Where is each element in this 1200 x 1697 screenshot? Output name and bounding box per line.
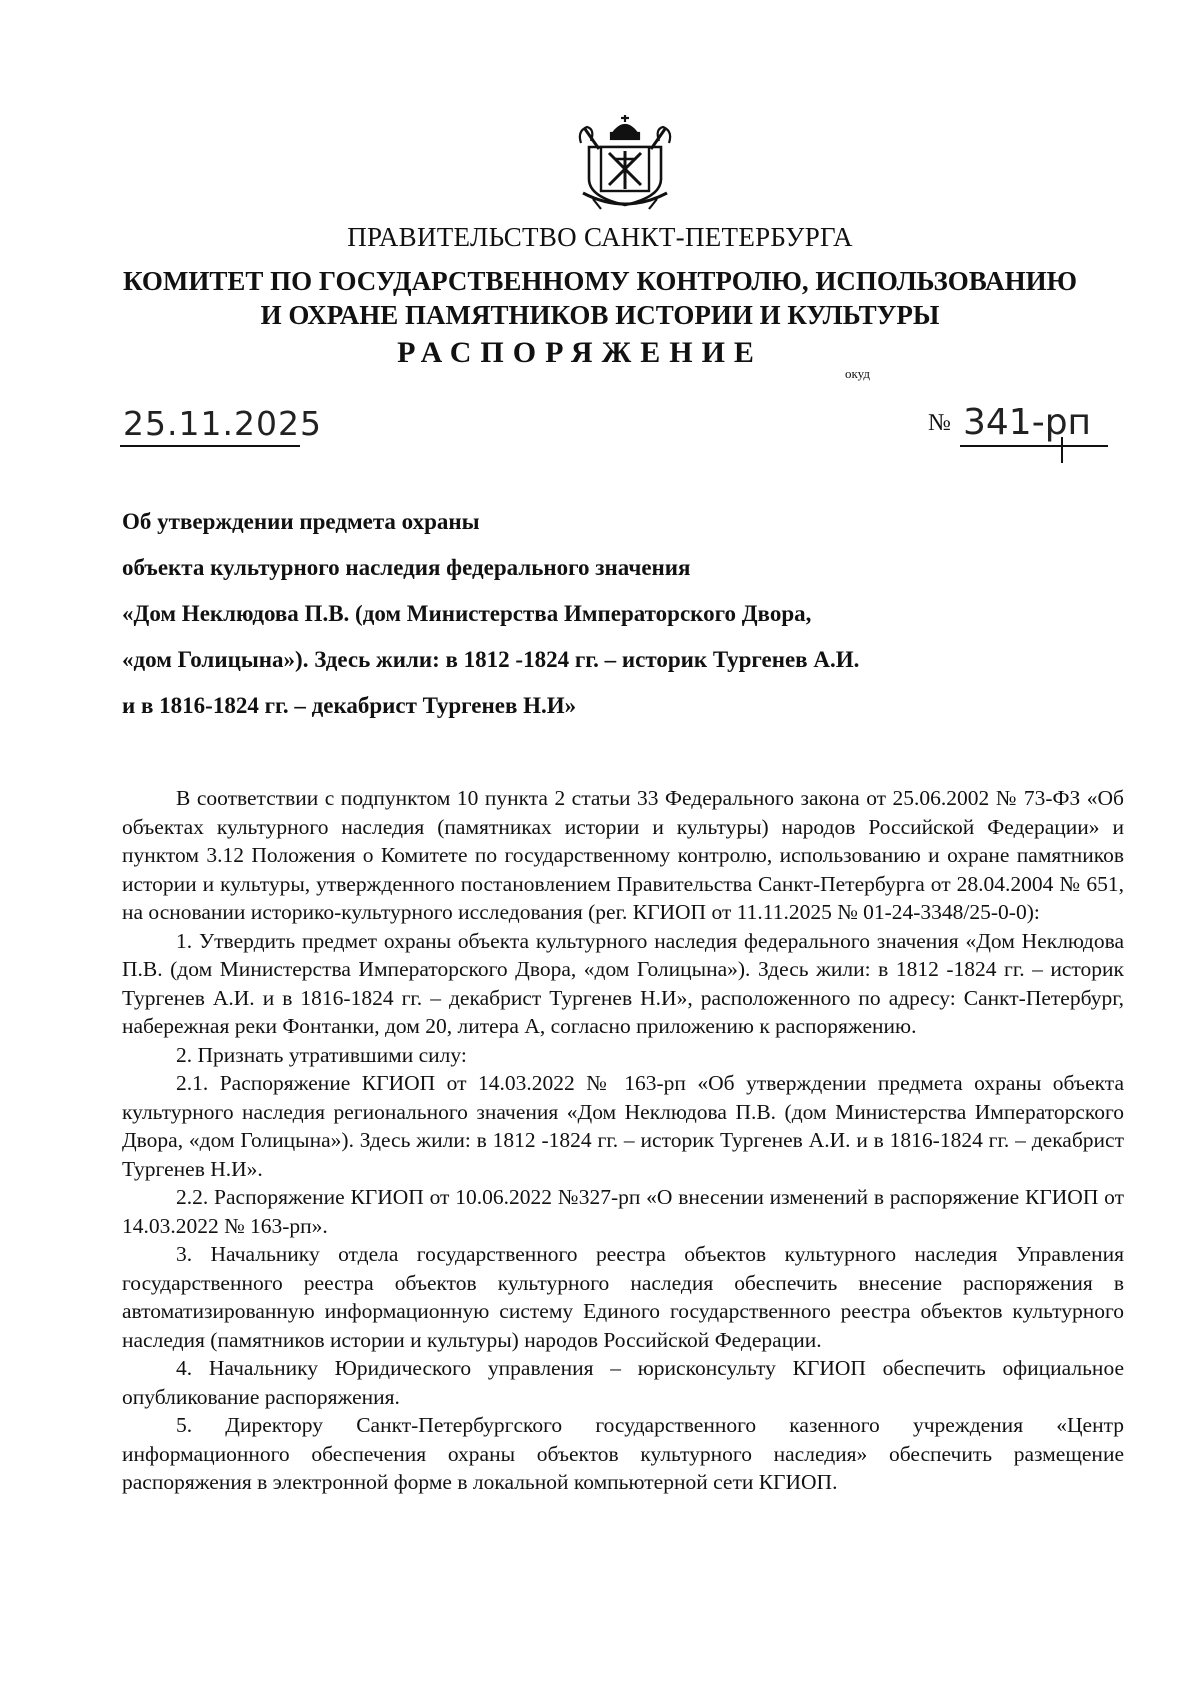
subject-line: объекта культурного наследия федерального значения (122, 555, 691, 580)
preamble-paragraph: В соответствии с подпунктом 10 пункта 2 статьи 33 Федерального закона от 25.06.2002 № 73-ФЗ «Об объектах культурного наследия (памятниках истории и культуры) народов Российской Федерации» и пунктом 3.12 Положения о Комитете по государственному контролю, использованию и охране памятников истории и культуры, утвержденного постановлением Правительства Санкт-Петербурга от 28.04.2004 № 651, на основании историко-культурного исследования (рег. КГИОП от 11.11.2025 № 01-24-3348/25-0-0): (122, 786, 1124, 924)
okud-label: окуд (845, 366, 870, 381)
order-number: 341-рп (963, 402, 1092, 443)
government-title: ПРАВИТЕЛЬСТВО САНКТ-ПЕТЕРБУРГА (347, 222, 853, 252)
number-tick-mark (1061, 437, 1063, 463)
item-4-paragraph: 4. Начальнику Юридического управления – юрисконсульту КГИОП обеспечить официальное опубликование распоряжения. (122, 1356, 1124, 1409)
document-type: РАСПОРЯЖЕНИЕ (397, 336, 763, 369)
committee-title-line-1: КОМИТЕТ ПО ГОСУДАРСТВЕННОМУ КОНТРОЛЮ, ИСПОЛЬЗОВАНИЮ (123, 266, 1077, 296)
subject-line: «Дом Неклюдова П.В. (дом Министерства Императорского Двора, (122, 601, 812, 626)
committee-title (0, 264, 1200, 332)
item-5-paragraph: 5. Директору Санкт-Петербургского государственного казенного учреждения «Центр информационного обеспечения охраны объектов культурного наследия» обеспечить размещение распоряжения в электронной форме в локальной компьютерной сети КГИОП. (122, 1413, 1124, 1494)
order-subject (122, 508, 1122, 738)
order-date: 25.11.2025 (123, 404, 322, 443)
committee-title-line-2: И ОХРАНЕ ПАМЯТНИКОВ ИСТОРИИ И КУЛЬТУРЫ (260, 300, 940, 330)
item-2-paragraph: 2. Признать утратившими силу: (176, 1042, 467, 1067)
subject-line: «дом Голицына»). Здесь жили: в 1812 -1824 гг. – историк Тургенев А.И. (122, 647, 860, 672)
subject-line: и в 1816-1824 гг. – декабрист Тургенев Н.И» (122, 693, 577, 718)
order-body (122, 784, 1124, 1497)
number-sign: № (928, 410, 951, 436)
item-3-paragraph: 3. Начальнику отдела государственного реестра объектов культурного наследия Управления государственного реестра объектов культурного наследия обеспечить внесение распоряжения в автоматизированную информационную систему Единого государственного реестра объектов культурного наследия (памятников истории и культуры) народов Российской Федерации. (122, 1242, 1124, 1352)
number-underline (960, 445, 1108, 447)
subject-line: Об утверждении предмета охраны (122, 509, 480, 534)
item-2-1-paragraph: 2.1. Распоряжение КГИОП от 14.03.2022 № 163-рп «Об утверждении предмета охраны объекта культурного наследия регионального значения «Дом Неклюдова П.В. (дом Министерства Императорского Двора, «дом Голицына»). Здесь жили: в 1812 -1824 гг. – историк Тургенев А.И. и в 1816-1824 гг. – декабрист Тургенев Н.И». (122, 1071, 1124, 1181)
item-2-2-paragraph: 2.2. Распоряжение КГИОП от 10.06.2022 №327-рп «О внесении изменений в распоряжение КГИОП от 14.03.2022 № 163-рп». (122, 1185, 1124, 1238)
item-1-paragraph: 1. Утвердить предмет охраны объекта культурного наследия федерального значения «Дом Неклюдова П.В. (дом Министерства Императорского Двора, «дом Голицына»). Здесь жили: в 1812 -1824 гг. – историк Тургенев А.И. и в 1816-1824 гг. – декабрист Тургенев Н.И», расположенного по адресу: Санкт-Петербург, набережная реки Фонтанки, дом 20, литера А, согласно приложению к распоряжению. (122, 928, 1124, 1038)
date-underline (120, 445, 300, 447)
saint-petersburg-coat-of-arms-icon (575, 113, 675, 215)
